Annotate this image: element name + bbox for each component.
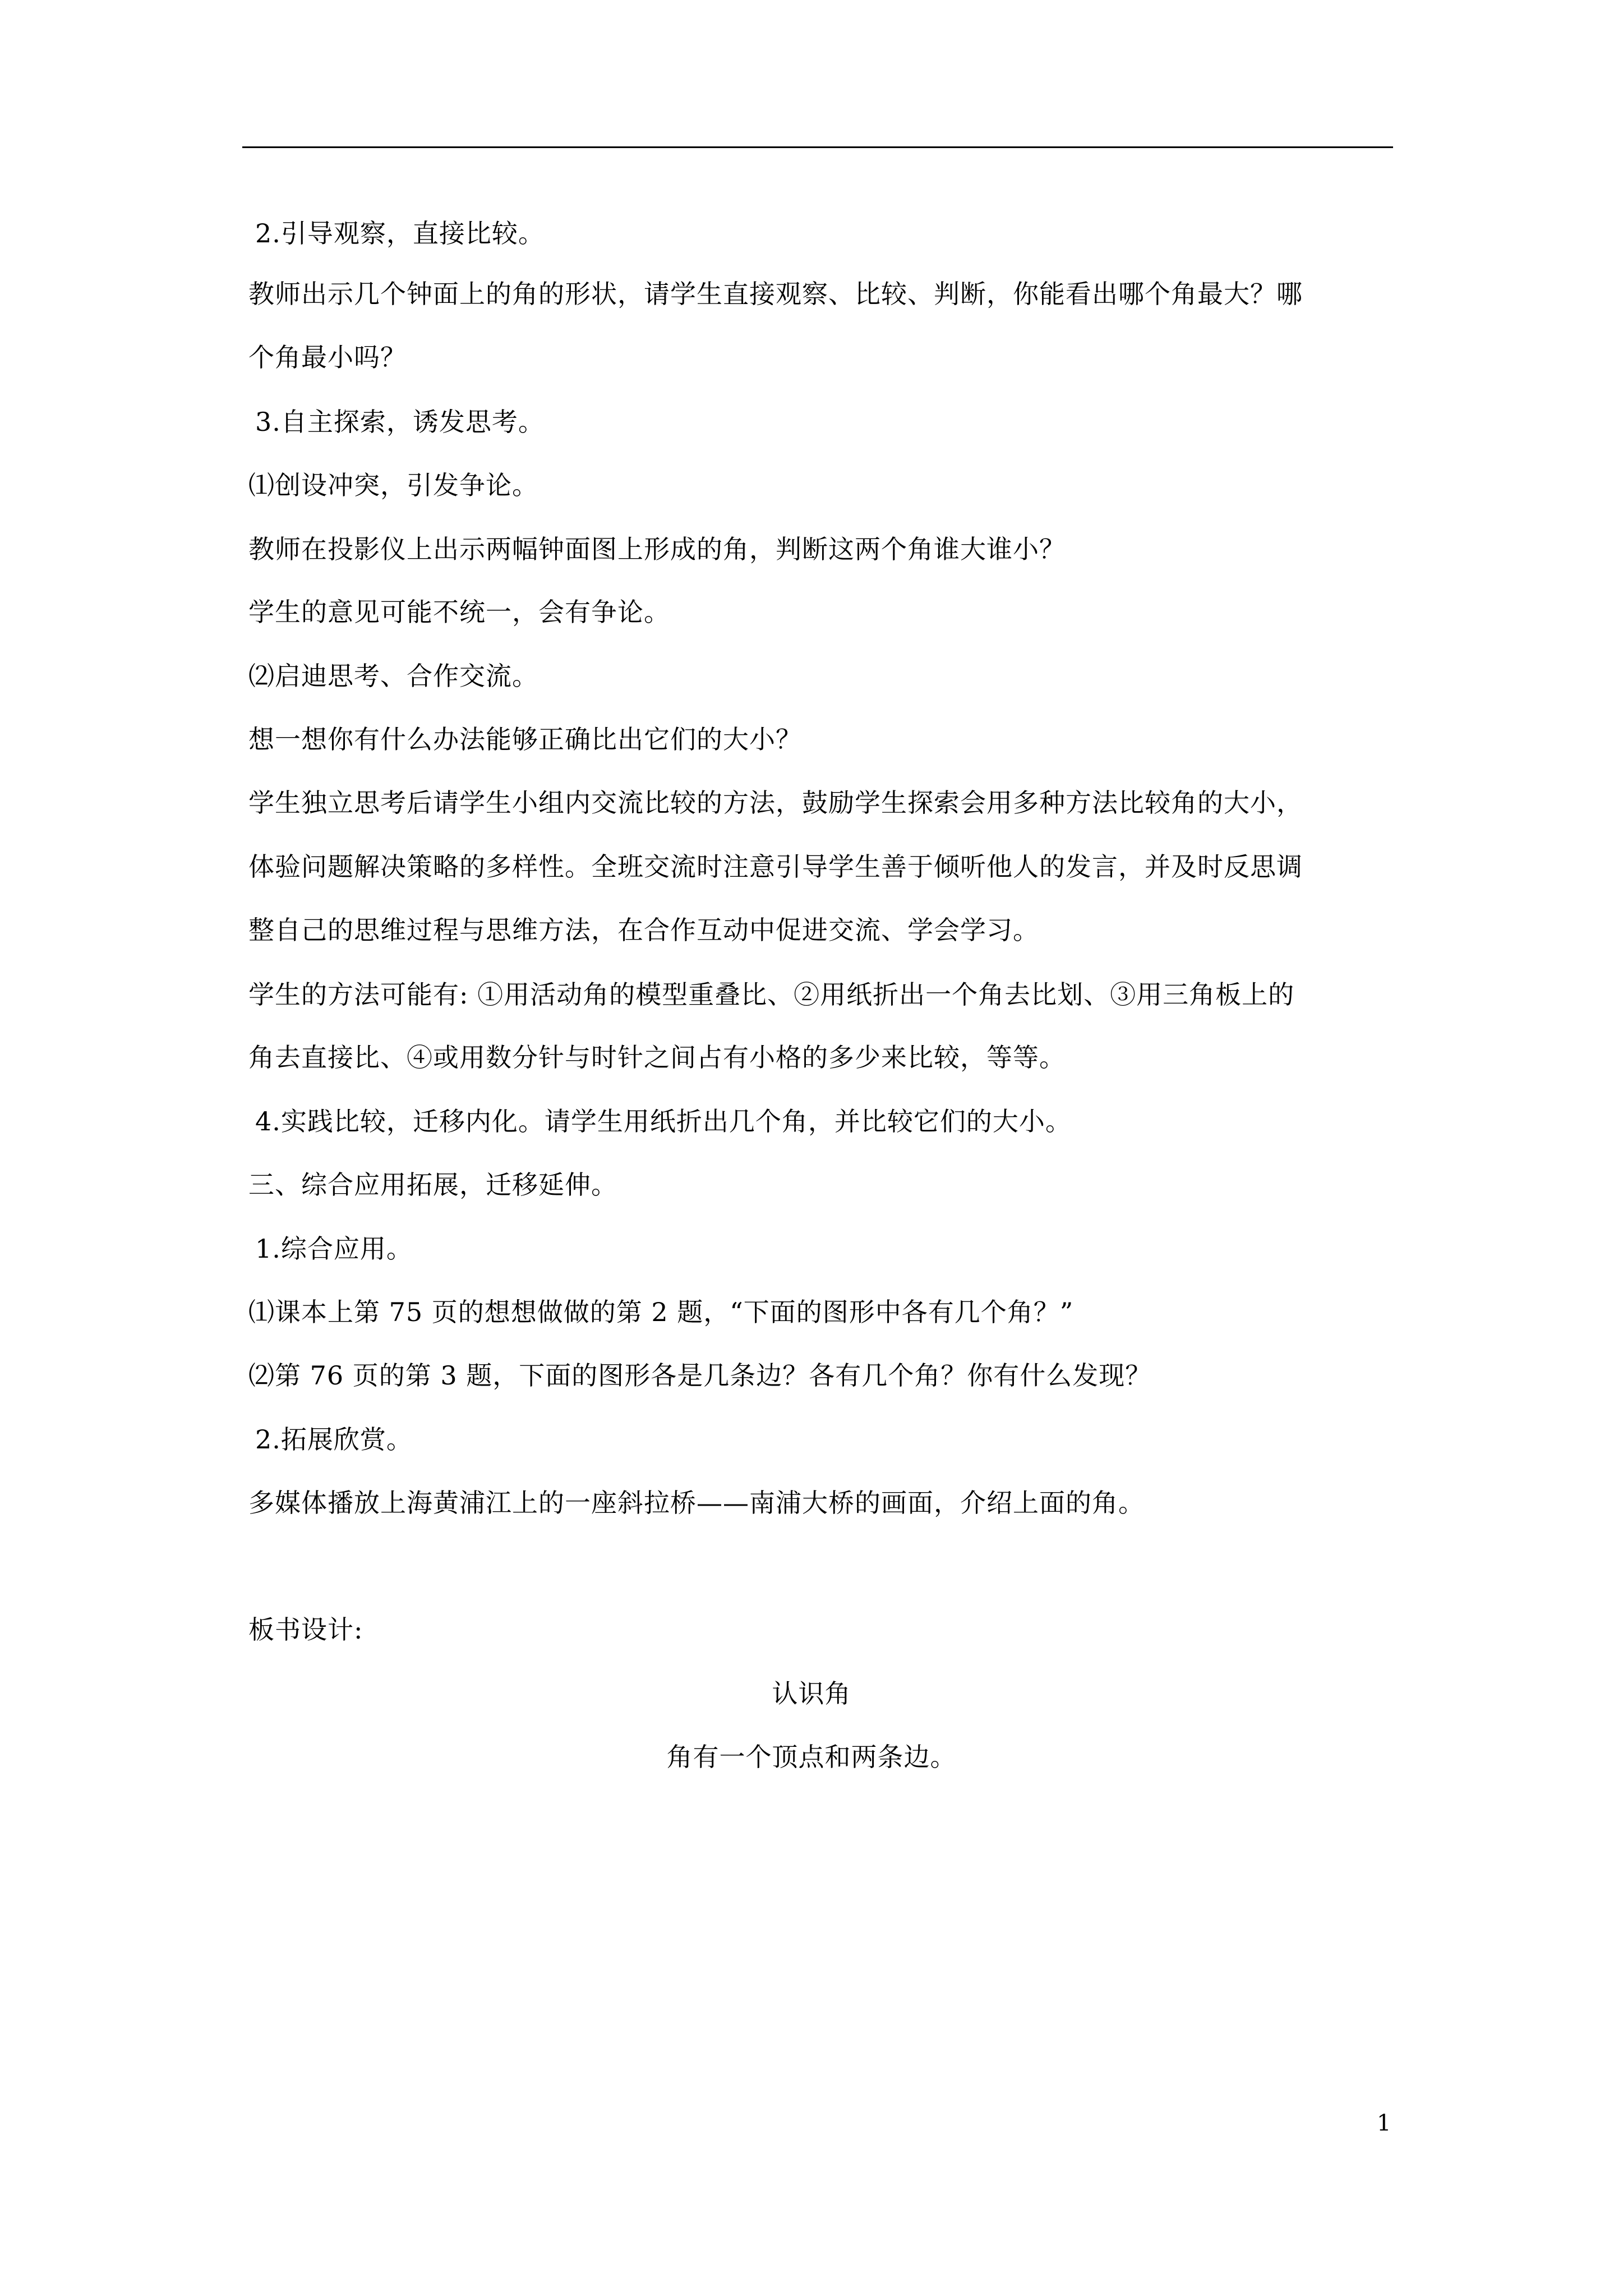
paragraph-line: 多媒体播放上海黄浦江上的一座斜拉桥——南浦大桥的画面，介绍上面的角。 [248, 1488, 1145, 1518]
paragraph-line: 学生独立思考后请学生小组内交流比较的方法，鼓励学生探索会用多种方法比较角的大小， [248, 788, 1303, 818]
board-design-title: 认识角 [772, 1678, 851, 1709]
paragraph-line: 角去直接比、④或用数分针与时针之间占有小格的多少来比较，等等。 [248, 1042, 1066, 1073]
sub-step-line: ⑴课本上第 75 页的想想做做的第 2 题，“下面的图形中各有几个角？” [248, 1297, 1074, 1327]
sub-step-heading: ⑵启迪思考、合作交流。 [248, 661, 538, 691]
paragraph-line: 整自己的思维过程与思维方法，在合作互动中促进交流、学会学习。 [248, 915, 1039, 945]
paragraph-line: 学生的意见可能不统一，会有争论。 [248, 597, 670, 627]
board-design-content: 角有一个顶点和两条边。 [666, 1742, 957, 1772]
header-rule [242, 146, 1393, 148]
step-4-heading: 4.实践比较，迁移内化。请学生用纸折出几个角，并比较它们的大小。 [255, 1106, 1072, 1137]
paragraph-line: 教师出示几个钟面上的角的形状，请学生直接观察、比较、判断，你能看出哪个角最大？哪 [248, 279, 1303, 309]
paragraph-line: 个角最小吗？ [248, 342, 407, 372]
board-design-label: 板书设计: [248, 1614, 363, 1645]
section-3-heading: 三、综合应用拓展，迁移延伸。 [248, 1170, 617, 1200]
paragraph-line: 体验问题解决策略的多样性。全班交流时注意引导学生善于倾听他人的发言，并及时反思调 [248, 852, 1303, 882]
page-number: 1 [1377, 2110, 1391, 2136]
sub-step-heading: ⑴创设冲突，引发争论。 [248, 470, 538, 500]
step-2-heading: 2.引导观察，直接比较。 [255, 218, 545, 249]
step-2-heading: 2.拓展欣赏。 [255, 1424, 413, 1455]
step-1-heading: 1.综合应用。 [255, 1234, 413, 1264]
paragraph-line: 教师在投影仪上出示两幅钟面图上形成的角，判断这两个角谁大谁小？ [248, 534, 1066, 564]
paragraph-line: 想一想你有什么办法能够正确比出它们的大小？ [248, 724, 802, 754]
paragraph-line: 学生的方法可能有: ①用活动角的模型重叠比、②用纸折出一个角去比划、③用三角板上的 [248, 979, 1295, 1010]
sub-step-line: ⑵第 76 页的第 3 题，下面的图形各是几条边？各有几个角？你有什么发现？ [248, 1360, 1152, 1391]
step-3-heading: 3.自主探索，诱发思考。 [255, 407, 545, 437]
